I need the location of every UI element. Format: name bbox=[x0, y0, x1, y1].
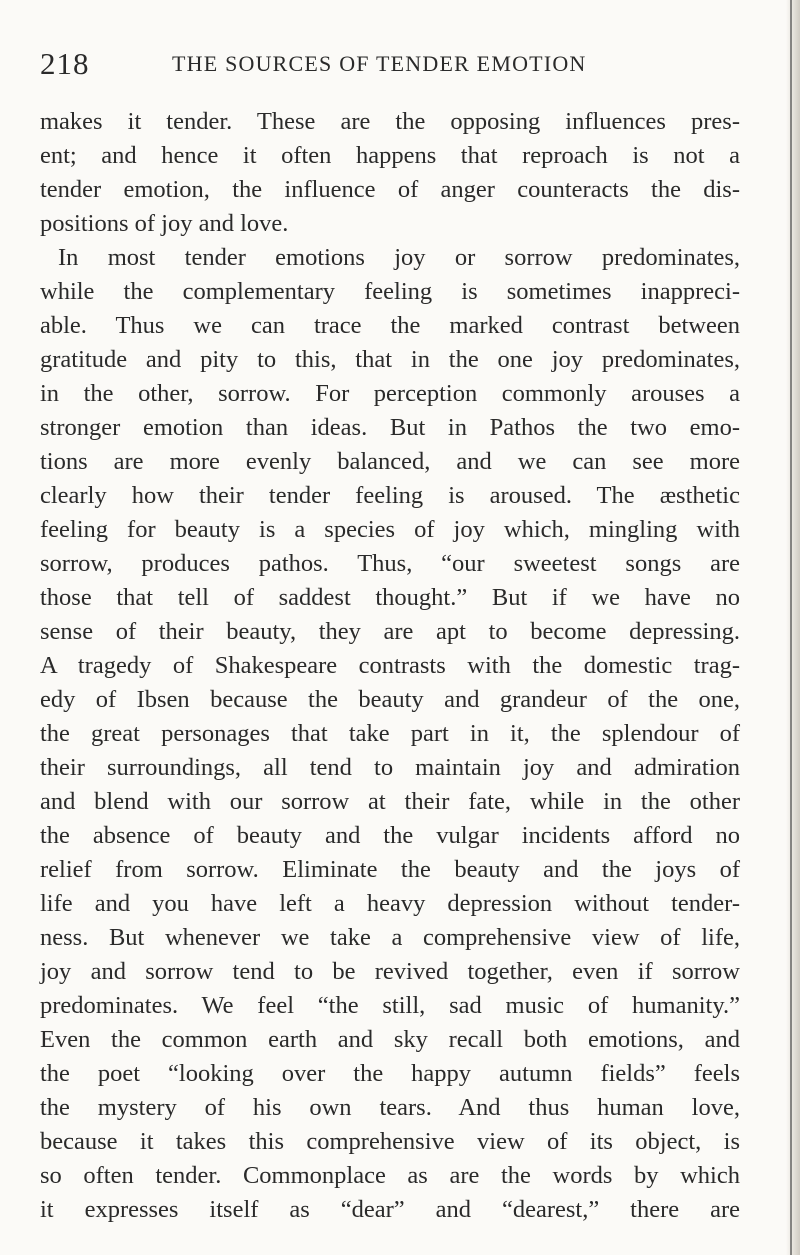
running-head: THE SOURCES OF TENDER EMOTION bbox=[172, 51, 587, 76]
page-edge-shadow bbox=[786, 0, 800, 1255]
text-line: the great personages that take part in it, the splendour of bbox=[40, 720, 740, 747]
text-line: sorrow, produces pathos. Thus, “our sweetest songs are bbox=[40, 550, 740, 577]
page-header bbox=[40, 46, 620, 86]
text-line: their surroundings, all tend to maintain joy and admiration bbox=[40, 754, 740, 781]
text-line: ness. But whenever we take a comprehensive view of life, bbox=[40, 924, 740, 951]
text-line: In most tender emotions joy or sorrow predominates, bbox=[58, 244, 740, 271]
text-line: sense of their beauty, they are apt to become depressing. bbox=[40, 618, 740, 645]
text-line: tender emotion, the influence of anger counteracts the dis- bbox=[40, 176, 740, 203]
text-line: joy and sorrow tend to be revived together, even if sorrow bbox=[40, 958, 740, 985]
text-line: while the complementary feeling is sometimes inappreci- bbox=[40, 278, 740, 305]
text-line: and blend with our sorrow at their fate, while in the other bbox=[40, 788, 740, 815]
text-line: in the other, sorrow. For perception commonly arouses a bbox=[40, 380, 740, 407]
text-line: predominates. We feel “the still, sad music of humanity.” bbox=[40, 992, 740, 1019]
text-line: Even the common earth and sky recall both emotions, and bbox=[40, 1026, 740, 1053]
text-line: edy of Ibsen because the beauty and grandeur of the one, bbox=[40, 686, 740, 713]
text-line: the mystery of his own tears. And thus human love, bbox=[40, 1094, 740, 1121]
text-line: those that tell of saddest thought.” But if we have no bbox=[40, 584, 740, 611]
text-line: gratitude and pity to this, that in the one joy predominates, bbox=[40, 346, 740, 373]
text-line: feeling for beauty is a species of joy which, mingling with bbox=[40, 516, 740, 543]
body-text bbox=[40, 105, 740, 1227]
text-line: the absence of beauty and the vulgar incidents afford no bbox=[40, 822, 740, 849]
text-line: stronger emotion than ideas. But in Pathos the two emo- bbox=[40, 414, 740, 441]
text-line: makes it tender. These are the opposing influences pres- bbox=[40, 108, 740, 135]
paragraph bbox=[40, 105, 740, 241]
text-line: because it takes this comprehensive view of its object, is bbox=[40, 1128, 740, 1155]
page-edge-line bbox=[790, 0, 792, 1255]
text-line: ent; and hence it often happens that reproach is not a bbox=[40, 142, 740, 169]
text-line: able. Thus we can trace the marked contrast between bbox=[40, 312, 740, 339]
text-line: it expresses itself as “dear” and “dearest,” there are bbox=[40, 1196, 740, 1223]
text-line: positions of joy and love. bbox=[40, 210, 289, 237]
paragraph bbox=[40, 241, 740, 1227]
text-line: A tragedy of Shakespeare contrasts with the domestic trag- bbox=[40, 652, 740, 679]
page-number: 218 bbox=[40, 46, 90, 81]
text-line: relief from sorrow. Eliminate the beauty and the joys of bbox=[40, 856, 740, 883]
text-line: life and you have left a heavy depression without tender- bbox=[40, 890, 740, 917]
text-line: clearly how their tender feeling is aroused. The æsthetic bbox=[40, 482, 740, 509]
text-line: the poet “looking over the happy autumn fields” feels bbox=[40, 1060, 740, 1087]
text-line: tions are more evenly balanced, and we can see more bbox=[40, 448, 740, 475]
text-line: so often tender. Commonplace as are the words by which bbox=[40, 1162, 740, 1189]
